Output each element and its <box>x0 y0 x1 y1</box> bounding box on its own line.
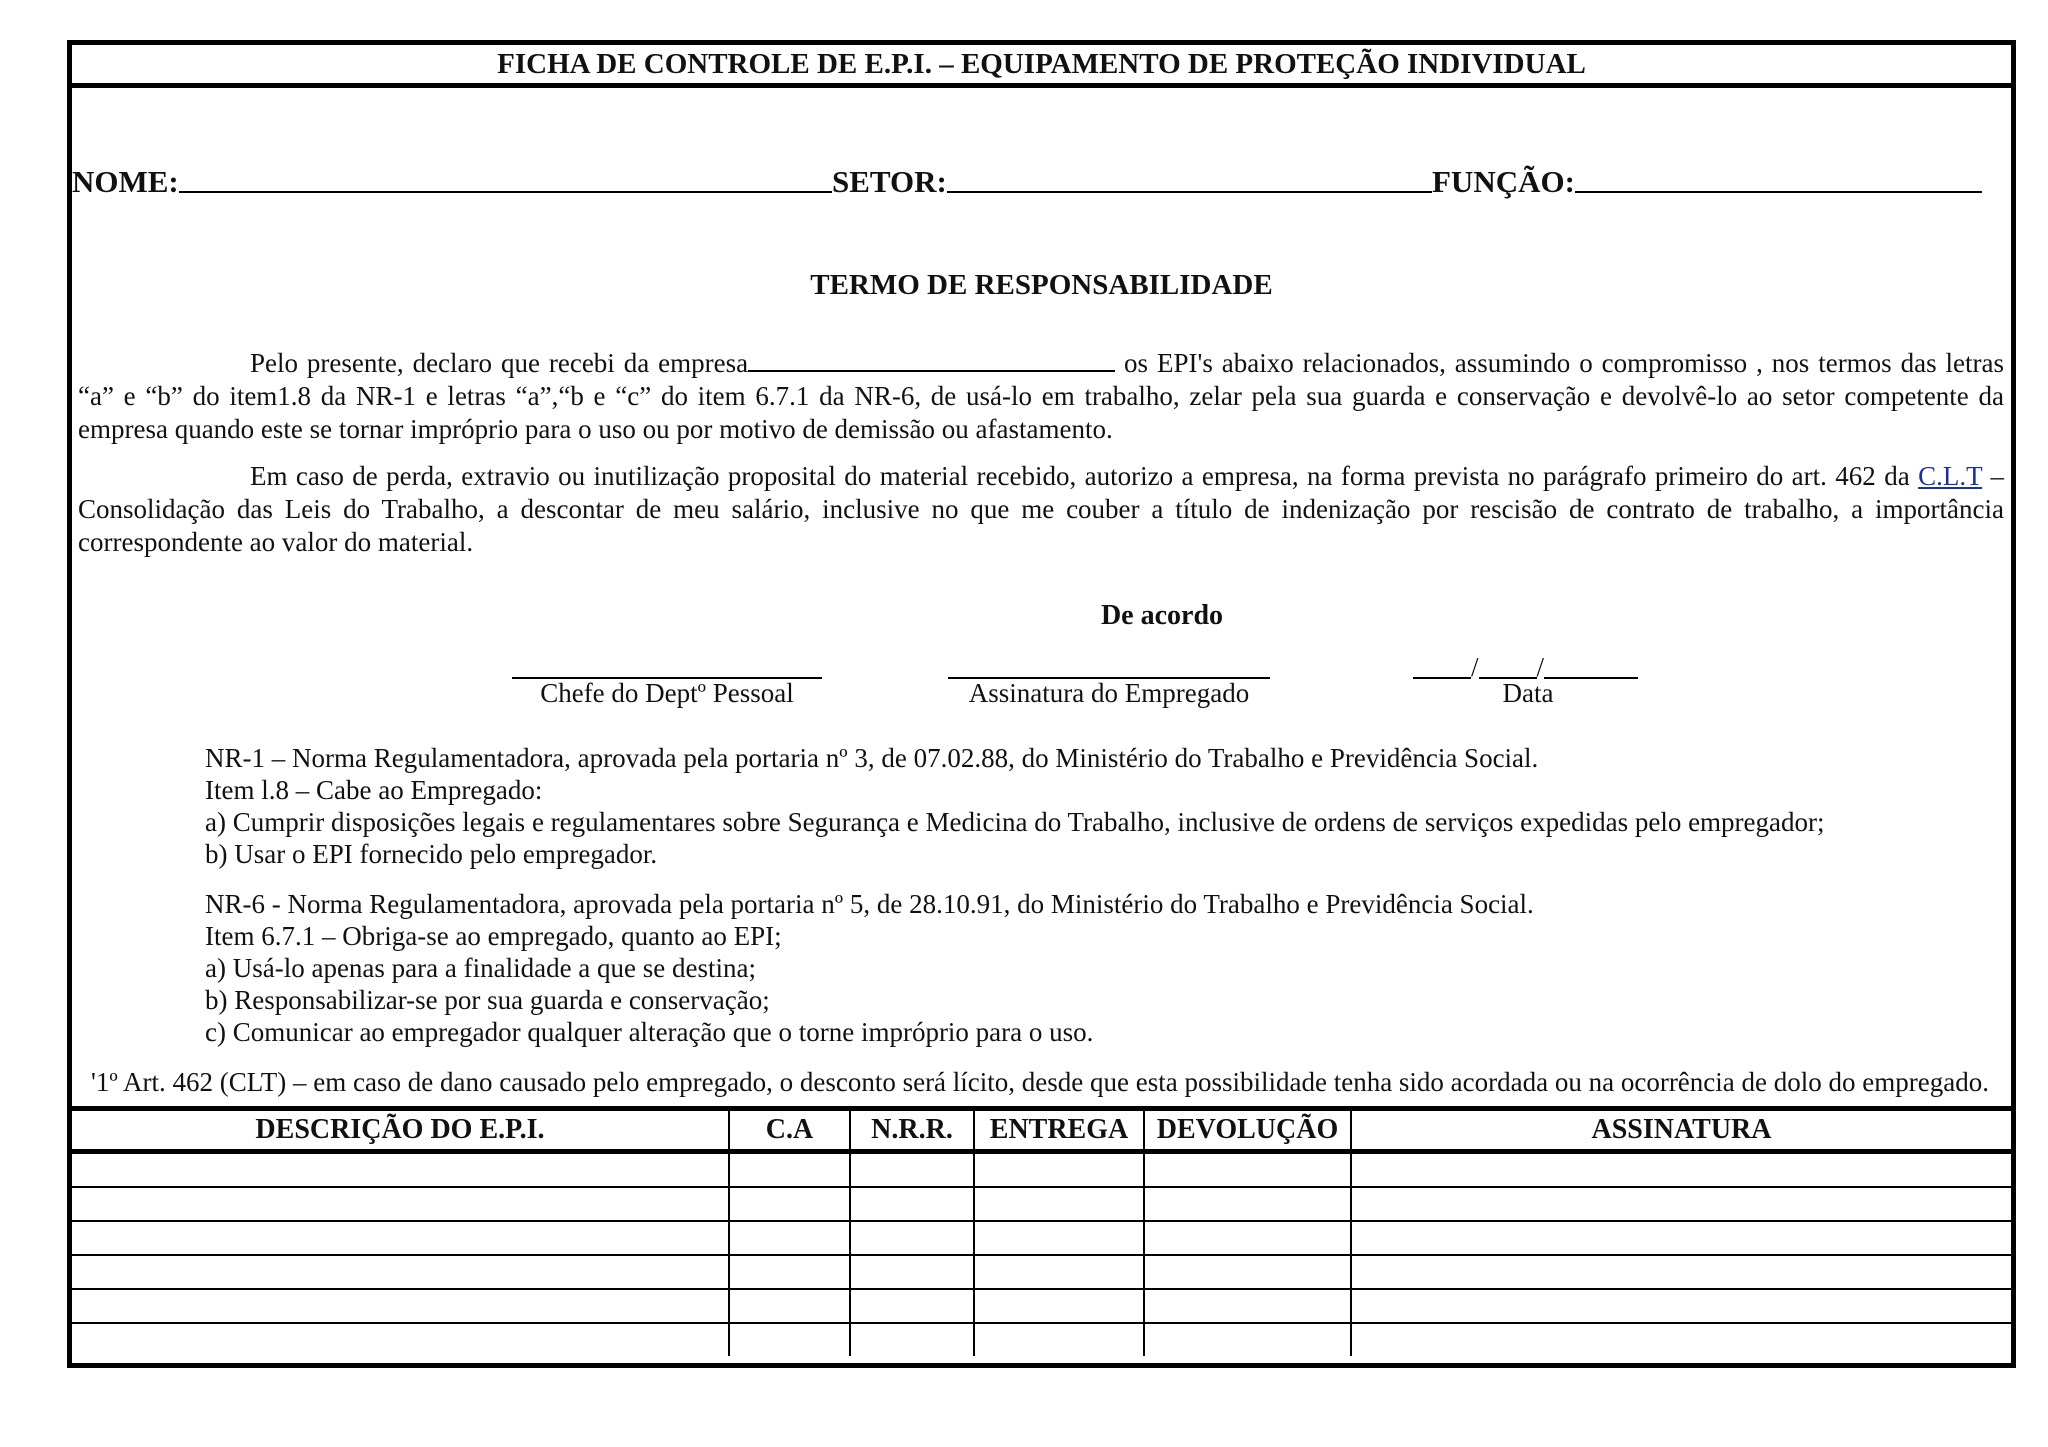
date-year-line[interactable] <box>1544 659 1638 679</box>
date-field[interactable] <box>1413 643 1643 683</box>
table-cell[interactable] <box>1351 1187 2011 1221</box>
table-cell[interactable] <box>1144 1152 1351 1188</box>
nr6-block <box>205 888 2005 1048</box>
table-cell[interactable] <box>729 1221 850 1255</box>
nr6-item-c: c) Comunicar ao empregador qualquer alteração que o torne impróprio para o uso. <box>205 1017 1094 1047</box>
table-cell[interactable] <box>1144 1187 1351 1221</box>
name-label: NOME: <box>72 164 179 199</box>
function-label: FUNÇÃO: <box>1432 164 1575 199</box>
table-cell[interactable] <box>729 1152 850 1188</box>
nr1-item-b: b) Usar o EPI fornecido pelo empregador. <box>205 839 658 869</box>
table-header-row <box>72 1109 2011 1152</box>
nr6-item-b: b) Responsabilizar-se por sua guarda e conservação; <box>205 985 770 1015</box>
table-cell[interactable] <box>974 1289 1144 1323</box>
table-cell[interactable] <box>974 1221 1144 1255</box>
agreement-title: De acordo <box>1100 600 1224 631</box>
paragraph1-end: os EPI's abaixo relacionados, assumindo o compromisso , nos termos das letras “a” e “b” do item1.8 da NR-1 e letras “a”,“b e “c” do item 6.7.1 da NR-6, de usá-lo em trabalho, zelar pela sua guarda e conservação e devolvê-lo ao setor competente da empresa quando este se tornar impróprio para o uso ou por motivo de demissão ou afastamento. <box>78 348 2005 444</box>
date-label: Data <box>1502 678 1554 708</box>
table-cell[interactable] <box>1351 1289 2011 1323</box>
table-row <box>72 1255 2011 1289</box>
chief-signature-line[interactable] <box>512 639 822 679</box>
nr6-item-a: a) Usá-lo apenas para a finalidade a que se destina; <box>205 953 756 983</box>
table-cell[interactable] <box>72 1152 729 1188</box>
table-cell[interactable] <box>729 1289 850 1323</box>
table-cell[interactable] <box>974 1323 1144 1356</box>
clt-link[interactable]: C.L.T <box>1918 461 1983 491</box>
table-cell[interactable] <box>850 1323 974 1356</box>
table-row <box>72 1289 2011 1323</box>
header-delivery: ENTREGA <box>974 1109 1144 1152</box>
paragraph2-start: Em caso de perda, extravio ou inutilização proposital do material recebido, autorizo a empresa, na forma prevista no parágrafo primeiro do art. 462 da <box>250 461 1919 491</box>
company-input-line[interactable] <box>748 348 1115 372</box>
employee-signature-label: Assinatura do Empregado <box>968 678 1250 708</box>
name-input-line[interactable] <box>179 169 832 193</box>
table-cell[interactable] <box>72 1221 729 1255</box>
table-cell[interactable] <box>72 1289 729 1323</box>
sector-label: SETOR: <box>832 164 947 199</box>
table-row <box>72 1221 2011 1255</box>
table-row <box>72 1152 2011 1188</box>
term-title: TERMO DE RESPONSABILIDADE <box>810 269 1273 301</box>
header-description: DESCRIÇÃO DO E.P.I. <box>72 1109 729 1152</box>
table-cell[interactable] <box>1144 1323 1351 1356</box>
date-separator-2: / <box>1536 652 1545 682</box>
table-cell[interactable] <box>850 1255 974 1289</box>
table-cell[interactable] <box>850 1289 974 1323</box>
paragraph2-end: – Consolidação das Leis do Trabalho, a descontar de meu salário, inclusive no que me couber a título de indenização por rescisão de contrato de trabalho, a importância correspondente ao valor do material. <box>78 461 2004 557</box>
table-cell[interactable] <box>1351 1152 2011 1188</box>
header-return: DEVOLUÇÃO <box>1144 1109 1351 1152</box>
function-field <box>1432 138 1982 200</box>
date-separator-1: / <box>1471 652 1479 682</box>
table-cell[interactable] <box>729 1255 850 1289</box>
nr1-block <box>205 742 2005 870</box>
sector-input-line[interactable] <box>947 169 1432 193</box>
table-row <box>72 1323 2011 1356</box>
table-cell[interactable] <box>850 1152 974 1188</box>
sector-field <box>832 138 1432 200</box>
header-ca: C.A <box>729 1109 850 1152</box>
date-day-line[interactable] <box>1413 659 1471 679</box>
epi-control-form <box>67 40 2016 1368</box>
name-field <box>72 138 832 200</box>
table-cell[interactable] <box>974 1187 1144 1221</box>
clt-note: '1º Art. 462 (CLT) – em caso de dano causado pelo empregado, o desconto será lícito, desde que esta possibilidade tenha sido acordada ou na ocorrência de dolo do empregado. <box>91 1067 1989 1097</box>
table-row <box>72 1187 2011 1221</box>
function-input-line[interactable] <box>1575 169 1982 193</box>
table-cell[interactable] <box>1351 1255 2011 1289</box>
table-cell[interactable] <box>1144 1255 1351 1289</box>
chief-signature-label: Chefe do Deptº Pessoal <box>540 678 794 708</box>
table-cell[interactable] <box>850 1221 974 1255</box>
table-cell[interactable] <box>729 1187 850 1221</box>
date-month-line[interactable] <box>1479 659 1537 679</box>
table-cell[interactable] <box>850 1187 974 1221</box>
nr6-item: Item 6.7.1 – Obriga-se ao empregado, quanto ao EPI; <box>205 921 782 951</box>
table-cell[interactable] <box>72 1323 729 1356</box>
table-cell[interactable] <box>1144 1289 1351 1323</box>
loss-paragraph <box>78 460 2004 559</box>
employee-signature-line[interactable] <box>948 639 1270 679</box>
table-cell[interactable] <box>72 1187 729 1221</box>
header-signature: ASSINATURA <box>1351 1109 2011 1152</box>
table-cell[interactable] <box>1351 1221 2011 1255</box>
epi-table <box>72 1106 2011 1356</box>
table-cell[interactable] <box>729 1323 850 1356</box>
header-nrr: N.R.R. <box>850 1109 974 1152</box>
form-title: FICHA DE CONTROLE DE E.P.I. – EQUIPAMENTO DE PROTEÇÃO INDIVIDUAL <box>72 45 2011 88</box>
nr1-item-a: a) Cumprir disposições legais e regulamentares sobre Segurança e Medicina do Trabalho, inclusive de ordens de serviços expedidas pelo empregador; <box>205 807 1825 837</box>
paragraph1-start: Pelo presente, declaro que recebi da empresa <box>250 348 749 378</box>
table-cell[interactable] <box>1351 1323 2011 1356</box>
table-cell[interactable] <box>1144 1221 1351 1255</box>
responsibility-paragraph <box>78 347 2004 446</box>
table-cell[interactable] <box>974 1152 1144 1188</box>
table-cell[interactable] <box>72 1255 729 1289</box>
table-cell[interactable] <box>974 1255 1144 1289</box>
nr1-heading: NR-1 – Norma Regulamentadora, aprovada pela portaria nº 3, de 07.02.88, do Ministério do Trabalho e Previdência Social. <box>205 743 1539 773</box>
nr6-heading: NR-6 - Norma Regulamentadora, aprovada pela portaria nº 5, de 28.10.91, do Ministério do Trabalho e Previdência Social. <box>205 889 1534 919</box>
nr1-item: Item l.8 – Cabe ao Empregado: <box>205 775 543 805</box>
